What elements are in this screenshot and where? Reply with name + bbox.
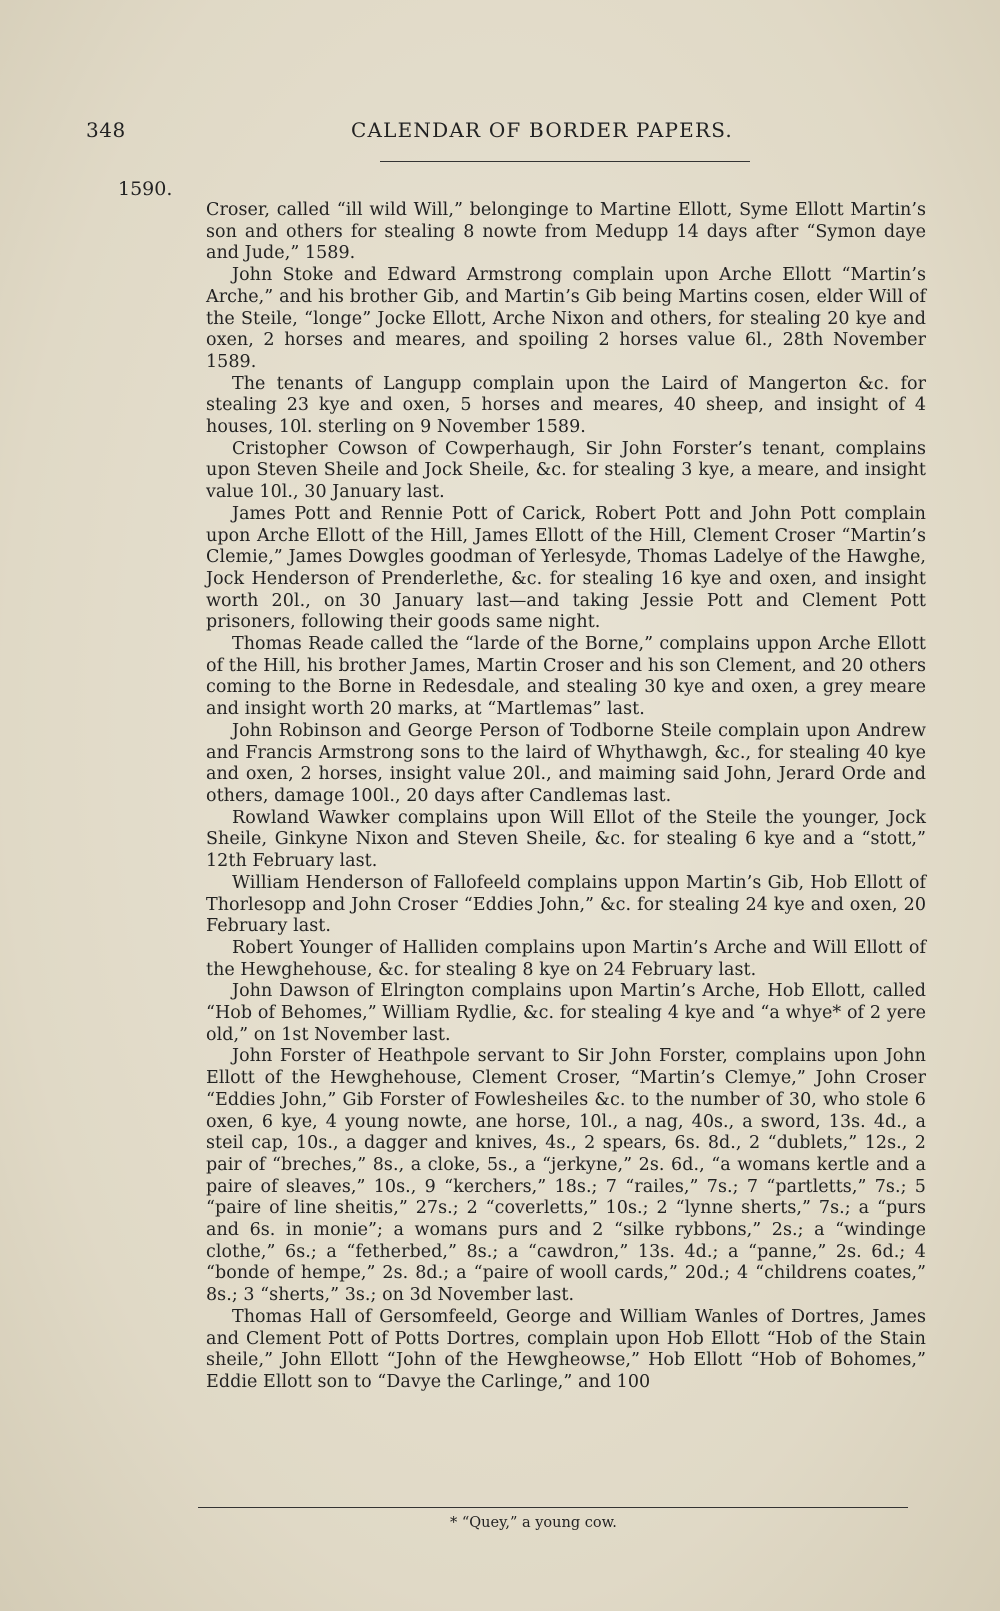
paragraph: Robert Younger of Halliden complains upon Martin’s Arche and Will Ellott of the Hewghehouse, &c. for stealing 8 kye on 24 February last. xyxy=(206,937,926,980)
running-head: CALENDAR OF BORDER PAPERS. xyxy=(351,118,733,142)
paragraph: John Dawson of Elrington complains upon Martin’s Arche, Hob Ellott, called “Hob of Behomes,” William Rydlie, &c. for stealing 4 kye and “a whye* of 2 yere old,” on 1st November last. xyxy=(206,981,926,1045)
footnote-rule xyxy=(198,1507,908,1508)
paragraph: The tenants of Langupp complain upon the Laird of Mangerton &c. for stealing 23 kye and oxen, 5 horses and meares, 40 sheep, and insight of 4 houses, 10l. sterling on 9 November 1589. xyxy=(206,373,926,438)
paragraph: Croser, called “ill wild Will,” belonginge to Martine Ellott, Syme Ellott Martin’s son and others for stealing 8 nowte from Medupp 14 days after “Symon daye and Jude,” 1589. xyxy=(206,200,926,264)
paragraph: James Pott and Rennie Pott of Carick, Robert Pott and John Pott complain upon Arche Ellott of the Hill, James Ellott of the Hill, Clement Croser “Martin’s Clemie,” James Dowgles goodman of Yerlesyde, Thomas Ladelye of the Hawghe, Jock Henderson of Prenderlethe, &c. for stealing 16 kye and oxen, and insight worth 20l., on 30 January last—and taking Jessie Pott and Clement Pott prisoners, following their goods same night. xyxy=(206,503,926,633)
paragraph: Thomas Reade called the “larde of the Borne,” complains uppon Arche Ellott of the Hill, his brother James, Martin Croser and his son Clement, and 20 others coming to the Borne in Redesdale, and stealing 30 kye and oxen, a grey meare and insight worth 20 marks, at “Martlemas” last. xyxy=(206,634,926,720)
paragraph: John Robinson and George Person of Todborne Steile complain upon Andrew and Francis Armstrong sons to the laird of Whythawgh, &c., for stealing 40 kye and oxen, 2 horses, insight value 20l., and maiming said John, Jerard Orde and others, damage 100l., 20 days after Candlemas last. xyxy=(206,720,926,806)
paragraph: William Henderson of Fallofeeld complains uppon Martin’s Gib, Hob Ellott of Thorlesopp and John Croser “Eddies John,” &c. for stealing 24 kye and oxen, 20 February last. xyxy=(206,872,926,937)
page-number: 348 xyxy=(86,118,126,142)
body-text xyxy=(206,200,926,1394)
page-header xyxy=(86,118,846,158)
paragraph: John Forster of Heathpole servant to Sir John Forster, complains upon John Ellott of the Hewghehouse, Clement Croser, “Martin’s Clemye,” John Croser “Eddies John,” Gib Forster of Fowlesheiles &c. to the number of 30, who stole 6 oxen, 6 kye, 4 young nowte, ane horse, 10l., a nag, 40s., a sword, 13s. 4d., a steil cap, 10s., a dagger and knives, 4s., 2 spears, 6s. 8d., 2 “dublets,” 12s., 2 pair of “breches,” 8s., a cloke, 5s., a “jerkyne,” 2s. 6d., “a womans kertle and a paire of sleaves,” 10s., 9 “kerchers,” 18s.; 7 “railes,” 7s.; 7 “partletts,” 7s.; 5 “paire of line sheitis,” 27s.; 2 “coverletts,” 10s.; 2 “lynne sherts,” 7s.; a “purs and 6s. in monie”; a womans purs and 2 “silke rybbons,” 2s.; a “windinge clothe,” 6s.; a “fetherbed,” 8s.; a “cawdron,” 13s. 4d.; a “panne,” 2s. 6d.; 4 “bonde of hempe,” 2s. 8d.; a “paire of wooll cards,” 20d.; 4 “childrens coates,” 8s.; 3 “sherts,” 3s.; on 3d November last. xyxy=(206,1046,926,1306)
footnote: * “Quey,” a young cow. xyxy=(450,1515,617,1531)
paragraph: Cristopher Cowson of Cowperhaugh, Sir John Forster’s tenant, complains upon Steven Sheile and Jock Sheile, &c. for stealing 3 kye, a meare, and insight value 10l., 30 January last. xyxy=(206,438,926,503)
paragraph: John Stoke and Edward Armstrong complain upon Arche Ellott “Martin’s Arche,” and his brother Gib, and Martin’s Gib being Martins cosen, elder Will of the Steile, “longe” Jocke Ellott, Arche Nixon and others, for stealing 20 kye and oxen, 2 horses and meares, and spoiling 2 horses value 6l., 28th November 1589. xyxy=(206,265,926,372)
paragraph: Rowland Wawker complains upon Will Ellot of the Steile the younger, Jock Sheile, Ginkyne Nixon and Steven Sheile, &c. for stealing 6 kye and a “stott,” 12th February last. xyxy=(206,807,926,872)
paragraph: Thomas Hall of Gersomfeeld, George and William Wanles of Dortres, James and Clement Pott of Potts Dortres, complain upon Hob Ellott “Hob of the Stain sheile,” John Ellott “John of the Hewgheowse,” Hob Ellott “Hob of Bohomes,” Eddie Ellott son to “Davye the Carlinge,” and 100 xyxy=(206,1306,926,1392)
year-marker: 1590. xyxy=(118,178,173,200)
header-rule xyxy=(380,161,750,162)
